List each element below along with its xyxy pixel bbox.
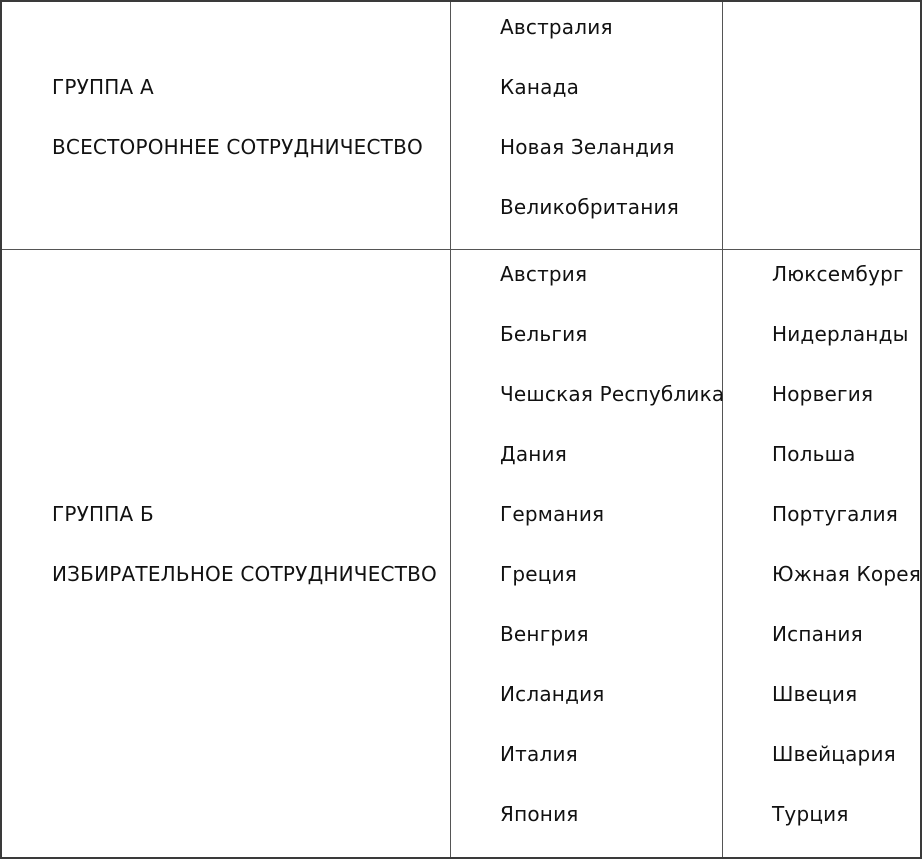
group-b-country: Португалия — [772, 502, 899, 526]
group-b-subtitle: ИЗБИРАТЕЛЬНОЕ СОТРУДНИЧЕСТВО — [52, 562, 437, 586]
group-b-country: Южная Корея — [772, 562, 921, 586]
group-b-country: Чешская Республика — [500, 382, 725, 406]
group-b-country: Швеция — [772, 682, 858, 706]
row-divider — [2, 249, 920, 250]
group-a-subtitle: ВСЕСТОРОННЕЕ СОТРУДНИЧЕСТВО — [52, 135, 423, 159]
column-divider-2 — [722, 2, 723, 857]
group-a-title: ГРУППА А — [52, 75, 154, 99]
group-b-country: Австрия — [500, 262, 588, 286]
column-divider-1 — [450, 2, 451, 857]
group-a-country: Новая Зеландия — [500, 135, 675, 159]
group-b-country: Япония — [500, 802, 579, 826]
group-a-country: Канада — [500, 75, 580, 99]
group-b-title: ГРУППА Б — [52, 502, 154, 526]
group-b-country: Нидерланды — [772, 322, 909, 346]
group-b-country: Германия — [500, 502, 605, 526]
group-a-country: Австралия — [500, 15, 613, 39]
group-b-country: Исландия — [500, 682, 605, 706]
group-b-country: Норвегия — [772, 382, 874, 406]
group-b-country: Испания — [772, 622, 863, 646]
group-b-country: Бельгия — [500, 322, 588, 346]
group-b-country: Дания — [500, 442, 567, 466]
group-b-country: Люксембург — [772, 262, 904, 286]
group-b-country: Венгрия — [500, 622, 589, 646]
group-a-country: Великобритания — [500, 195, 679, 219]
group-b-country: Швейцария — [772, 742, 896, 766]
group-b-country: Польша — [772, 442, 856, 466]
group-b-country: Италия — [500, 742, 578, 766]
group-b-country: Турция — [772, 802, 849, 826]
group-b-country: Греция — [500, 562, 578, 586]
